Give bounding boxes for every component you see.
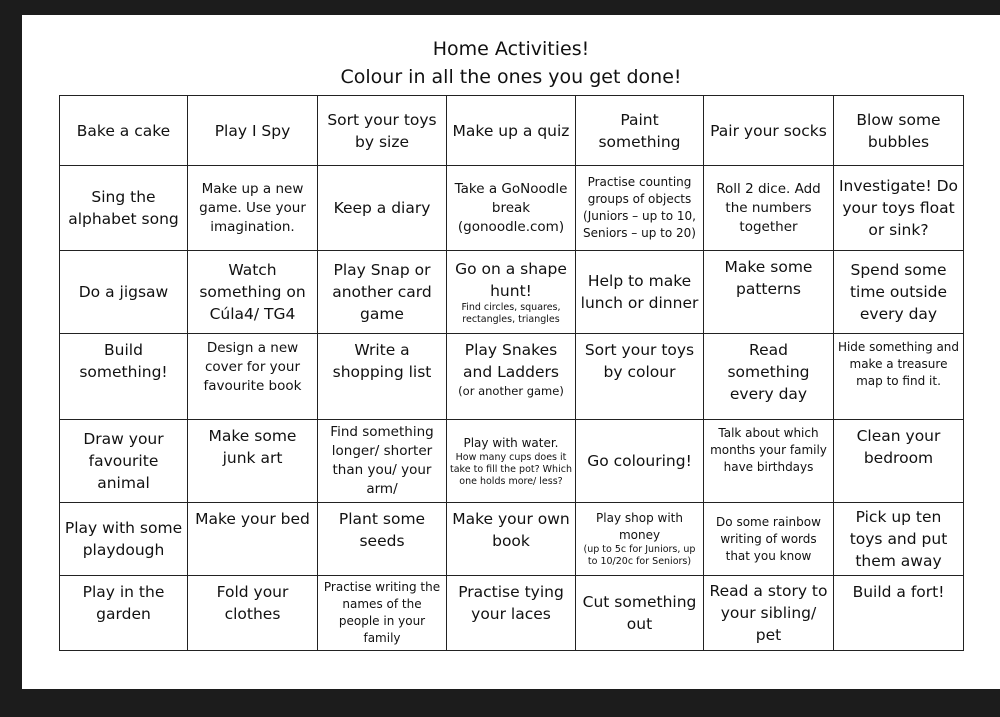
page-title: Home Activities! xyxy=(432,38,590,60)
activity-cell[interactable] xyxy=(704,251,834,334)
activity-cell[interactable] xyxy=(318,576,447,651)
activity-cell[interactable] xyxy=(576,166,704,251)
activity-label: Pair your socks xyxy=(710,121,827,140)
activity-label: Investigate! Do your toys float or sink? xyxy=(838,177,959,239)
activity-label: Make some junk art xyxy=(208,427,297,467)
activity-cell[interactable] xyxy=(60,420,188,503)
activity-label: Write a shopping list xyxy=(332,341,432,381)
activity-label: Roll 2 dice. Add the numbers together xyxy=(716,180,821,235)
activity-cell[interactable] xyxy=(188,503,318,576)
activity-label: Play with some playdough xyxy=(64,519,183,559)
activity-cell[interactable] xyxy=(60,334,188,420)
activity-cell[interactable] xyxy=(188,166,318,251)
activity-label: Do some rainbow writing of words that you know xyxy=(716,514,821,563)
activity-label: Pick up ten toys and put them away xyxy=(849,508,948,570)
activity-label: Clean your bedroom xyxy=(856,427,941,467)
activity-cell[interactable] xyxy=(447,96,576,166)
activity-note: How many cups does it take to fill the pot? Which one holds more/ less? xyxy=(450,451,572,487)
activity-cell[interactable] xyxy=(188,420,318,503)
activity-cell[interactable] xyxy=(318,251,447,334)
activity-label: Find something longer/ shorter than you/ your arm/ xyxy=(330,424,434,497)
activity-label: Go on a shape hunt! xyxy=(455,260,567,300)
activity-label: Cut something out xyxy=(582,593,697,633)
activity-cell[interactable] xyxy=(447,166,576,251)
activity-cell[interactable] xyxy=(60,96,188,166)
activity-cell[interactable] xyxy=(447,576,576,651)
activity-cell[interactable] xyxy=(318,503,447,576)
activity-label: Sort your toys by colour xyxy=(584,341,695,381)
activity-cell[interactable] xyxy=(318,420,447,503)
grid-row-1 xyxy=(60,96,964,166)
activity-cell[interactable] xyxy=(834,420,964,503)
activity-cell[interactable] xyxy=(704,96,834,166)
activity-cell[interactable] xyxy=(704,166,834,251)
activity-label: Read a story to your sibling/ pet xyxy=(709,582,828,644)
activity-label: Bake a cake xyxy=(76,121,171,140)
activity-label: Fold your clothes xyxy=(216,583,289,623)
activity-cell[interactable] xyxy=(834,576,964,651)
activity-label: Do a jigsaw xyxy=(78,283,169,301)
activity-cell[interactable] xyxy=(318,334,447,420)
activity-note: (or another game) xyxy=(458,384,564,398)
activity-label: Play Snap or another card game xyxy=(332,261,432,323)
activity-label: Spend some time outside every day xyxy=(849,261,948,323)
grid-row-7 xyxy=(60,576,964,651)
activity-label: Paint something xyxy=(598,110,681,151)
activity-label: Play in the garden xyxy=(82,583,165,623)
activity-cell[interactable] xyxy=(704,334,834,420)
activity-cell[interactable] xyxy=(576,334,704,420)
activity-cell[interactable] xyxy=(447,420,576,503)
activity-cell[interactable] xyxy=(576,251,704,334)
activity-label: Make up a quiz xyxy=(452,121,570,140)
activity-label: Design a new cover for your favourite book xyxy=(203,340,302,394)
activity-label: Take a GoNoodle break (gonoodle.com) xyxy=(454,180,568,235)
activity-label: Help to make lunch or dinner xyxy=(580,272,699,312)
activity-cell[interactable] xyxy=(60,251,188,334)
activity-cell[interactable] xyxy=(704,576,834,651)
activity-cell[interactable] xyxy=(447,251,576,334)
activity-label: Read something every day xyxy=(727,341,810,403)
activity-label: Blow some bubbles xyxy=(856,110,941,151)
activity-cell[interactable] xyxy=(576,576,704,651)
activity-cell[interactable] xyxy=(834,96,964,166)
activity-label: Practise writing the names of the people in your family xyxy=(323,580,441,645)
activity-cell[interactable] xyxy=(834,503,964,576)
activity-label: Practise counting groups of objects (Juniors – up to 10, Seniors – up to 20) xyxy=(583,175,696,240)
grid-row-4 xyxy=(60,334,964,420)
activity-cell[interactable] xyxy=(188,334,318,420)
activity-label: Make your own book xyxy=(452,510,570,550)
activity-label: Play I Spy xyxy=(214,121,291,140)
activity-cell[interactable] xyxy=(704,420,834,503)
grid-row-5 xyxy=(60,420,964,503)
activity-label: Plant some seeds xyxy=(338,510,426,550)
activity-cell[interactable] xyxy=(60,576,188,651)
activity-cell[interactable] xyxy=(834,251,964,334)
activity-label: Hide something and make a treasure map to find it. xyxy=(837,340,960,388)
activity-label: Keep a diary xyxy=(333,199,431,217)
activity-label: Make up a new game. Use your imagination. xyxy=(199,180,306,235)
activity-label: Sing the alphabet song xyxy=(68,188,179,228)
activity-note: (up to 5c for Juniors, up to 10/20c for Seniors) xyxy=(583,544,696,567)
activity-label: Draw your favourite animal xyxy=(83,430,164,492)
activity-cell[interactable] xyxy=(318,166,447,251)
grid-row-2 xyxy=(60,166,964,251)
activity-label: Watch something on Cúla4/ TG4 xyxy=(199,261,306,323)
activity-label: Play shop with money xyxy=(596,511,683,542)
activity-cell[interactable] xyxy=(188,96,318,166)
activity-label: Make your bed xyxy=(195,510,310,528)
activity-cell[interactable] xyxy=(447,503,576,576)
activity-label: Build something! xyxy=(79,341,168,381)
activity-cell[interactable] xyxy=(704,503,834,576)
activity-cell[interactable] xyxy=(576,503,704,576)
activity-label: Build a fort! xyxy=(852,583,945,601)
activity-note: Find circles, squares, rectangles, triangles xyxy=(461,302,561,325)
activity-cell[interactable] xyxy=(834,334,964,420)
activity-label: Play Snakes and Ladders xyxy=(463,341,559,381)
activity-label: Make some patterns xyxy=(724,258,813,298)
activity-cell[interactable] xyxy=(576,420,704,503)
grid-row-6 xyxy=(60,503,964,576)
activity-label: Go colouring! xyxy=(587,452,692,470)
activity-label: Talk about which months your family have birthdays xyxy=(710,426,827,474)
activity-cell[interactable] xyxy=(60,166,188,251)
activity-cell[interactable] xyxy=(188,251,318,334)
page-subtitle: Colour in all the ones you get done! xyxy=(340,66,682,88)
grid-row-3 xyxy=(60,251,964,334)
activity-cell[interactable] xyxy=(447,334,576,420)
activity-cell[interactable] xyxy=(188,576,318,651)
activity-label: Sort your toys by size xyxy=(327,110,437,151)
activity-cell[interactable] xyxy=(318,96,447,166)
activity-cell[interactable] xyxy=(834,166,964,251)
activity-cell[interactable] xyxy=(576,96,704,166)
activity-cell[interactable] xyxy=(60,503,188,576)
activity-grid xyxy=(59,95,964,651)
activity-label: Play with water. xyxy=(463,435,559,450)
activity-sheet xyxy=(22,15,1000,689)
activity-label: Practise tying your laces xyxy=(458,583,564,623)
